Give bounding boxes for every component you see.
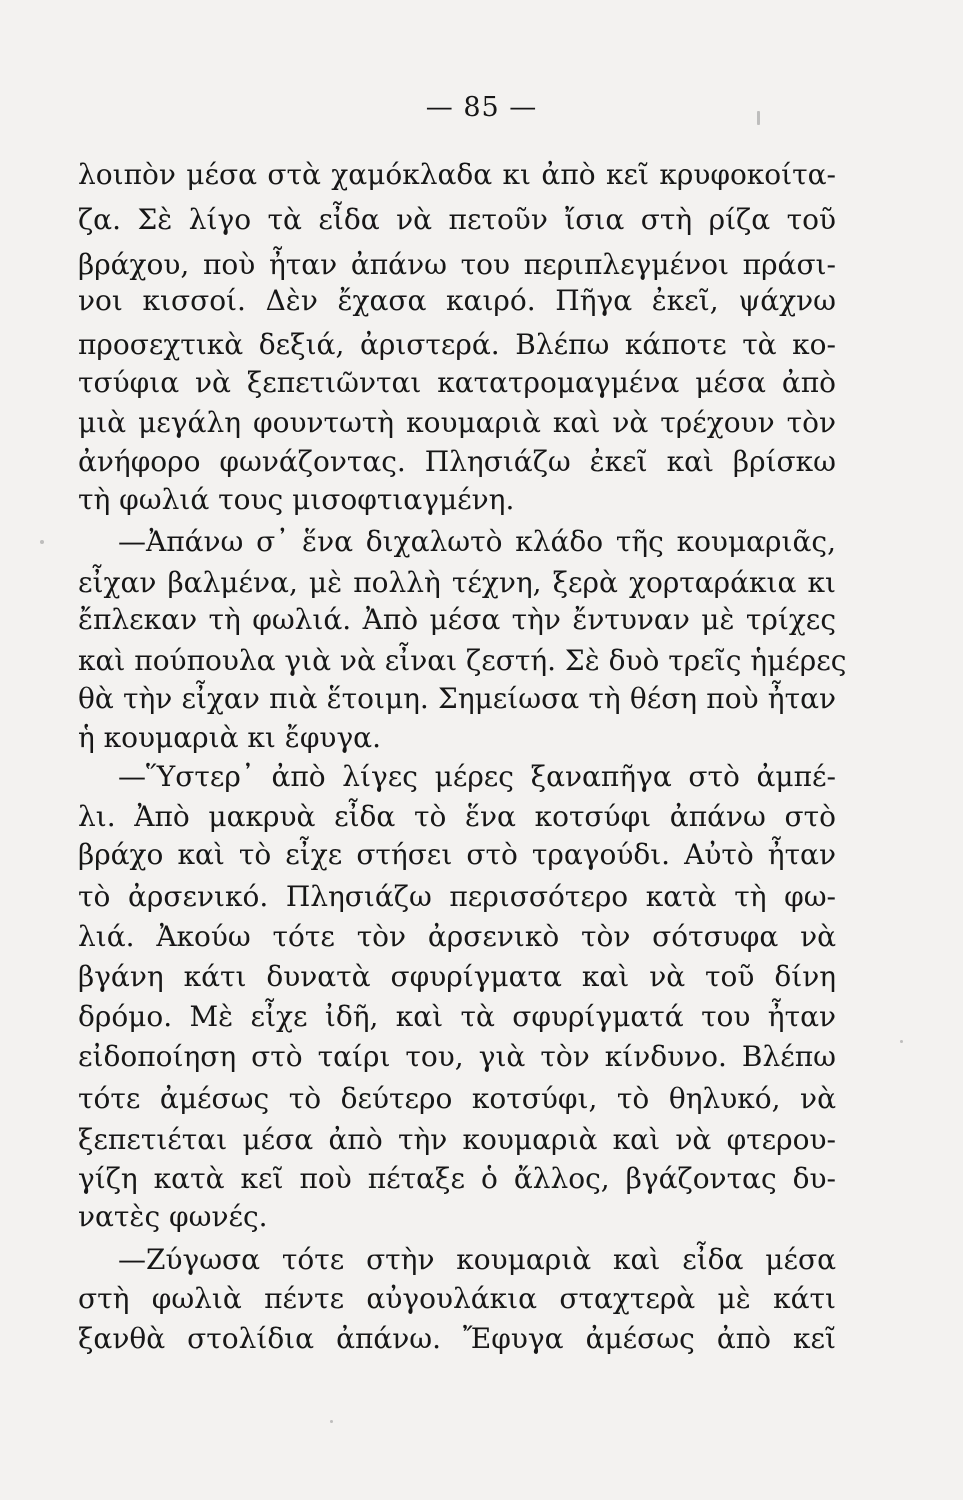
scan-speck [330,1420,333,1423]
text-line: —Ζύγωσα τότε στὴν κουμαριὰ καὶ εἶδα μέσα [118,1243,836,1276]
text-line: τσύφια νὰ ξεπετιῶνται κατατρομαγμένα μέσα ἀπὸ [78,366,836,399]
text-line: νοι κισσοί. Δὲν ἔχασα καιρό. Πῆγα ἐκεῖ, ψάχνω [78,284,836,317]
text-line: γίζη κατὰ κεῖ ποὺ πέταξε ὁ ἄλλος, βγάζοντας δυ- [78,1162,836,1195]
text-line: τὸ ἀρσενικό. Πλησιάζω περισσότερο κατὰ τὴ φω- [78,880,836,913]
text-line: λιά. Ἀκούω τότε τὸν ἀρσενικὸ τὸν σότσυφα νὰ [78,920,836,953]
text-line: τὴ φωλιά τους μισοφτιαγμένη. [78,483,515,516]
text-line: εἶχαν βαλμένα, μὲ πολλὴ τέχνη, ξερὰ χορταράκια κι [78,566,836,599]
text-line: νατὲς φωνές. [78,1200,268,1233]
text-line: μιὰ μεγάλη φουντωτὴ κουμαριὰ καὶ νὰ τρέχουν τὸν [78,406,836,439]
text-line: ζα. Σὲ λίγο τὰ εἶδα νὰ πετοῦν ἴσια στὴ ρίζα τοῦ [78,203,836,236]
text-line: ἀνήφορο φωνάζοντας. Πλησιάζω ἐκεῖ καὶ βρίσκω [78,445,836,478]
text-line: καὶ πούπουλα γιὰ νὰ εἶναι ζεστή. Σὲ δυὸ τρεῖς ἡμέρες [78,644,847,677]
text-line: βγάνη κάτι δυνατὰ σφυρίγματα καὶ νὰ τοῦ δίνη [78,960,836,993]
text-line: ξανθὰ στολίδια ἀπάνω. Ἔφυγα ἀμέσως ἀπὸ κεῖ [78,1322,836,1355]
page-number: — 85 — [425,92,538,123]
text-line: στὴ φωλιὰ πέντε αὐγουλάκια σταχτερὰ μὲ κάτι [78,1282,836,1315]
text-line: —Ἀπάνω σ᾽ ἕνα διχαλωτὸ κλάδο τῆς κουμαριᾶς, [118,525,836,558]
scan-speck [900,1040,903,1043]
text-line: βράχου, ποὺ ἦταν ἀπάνω του περιπλεγμένοι πράσι- [78,248,836,281]
text-line: εἰδοποίηση στὸ ταίρι του, γιὰ τὸν κίνδυνο. Βλέπω [78,1040,836,1073]
text-line: δρόμο. Μὲ εἶχε ἰδῆ, καὶ τὰ σφυρίγματά του ἦταν [78,1000,836,1033]
text-line: λοιπὸν μέσα στὰ χαμόκλαδα κι ἀπὸ κεῖ κρυφοκοίτα- [78,158,836,191]
scan-speck [757,111,760,125]
text-line: θὰ τὴν εἶχαν πιὰ ἕτοιμη. Σημείωσα τὴ θέση ποὺ ἦταν [78,682,836,715]
text-line: —Ὕστερ᾽ ἀπὸ λίγες μέρες ξαναπῆγα στὸ ἀμπέ- [118,760,836,793]
text-line: ἡ κουμαριὰ κι ἔφυγα. [78,721,381,754]
text-line: τότε ἀμέσως τὸ δεύτερο κοτσύφι, τὸ θηλυκό, νὰ [78,1082,836,1115]
text-line: ἔπλεκαν τὴ φωλιά. Ἀπὸ μέσα τὴν ἔντυναν μὲ τρίχες [78,603,836,636]
text-line: βράχο καὶ τὸ εἶχε στήσει στὸ τραγούδι. Αὐτὸ ἦταν [78,838,836,871]
text-line: προσεχτικὰ δεξιά, ἀριστερά. Βλέπω κάποτε τὰ κο- [78,328,836,361]
text-line: ξεπετιέται μέσα ἀπὸ τὴν κουμαριὰ καὶ νὰ φτερου- [78,1123,836,1156]
scan-speck [40,540,44,544]
text-line: λι. Ἀπὸ μακρυὰ εἶδα τὸ ἕνα κοτσύφι ἀπάνω στὸ [78,800,836,833]
